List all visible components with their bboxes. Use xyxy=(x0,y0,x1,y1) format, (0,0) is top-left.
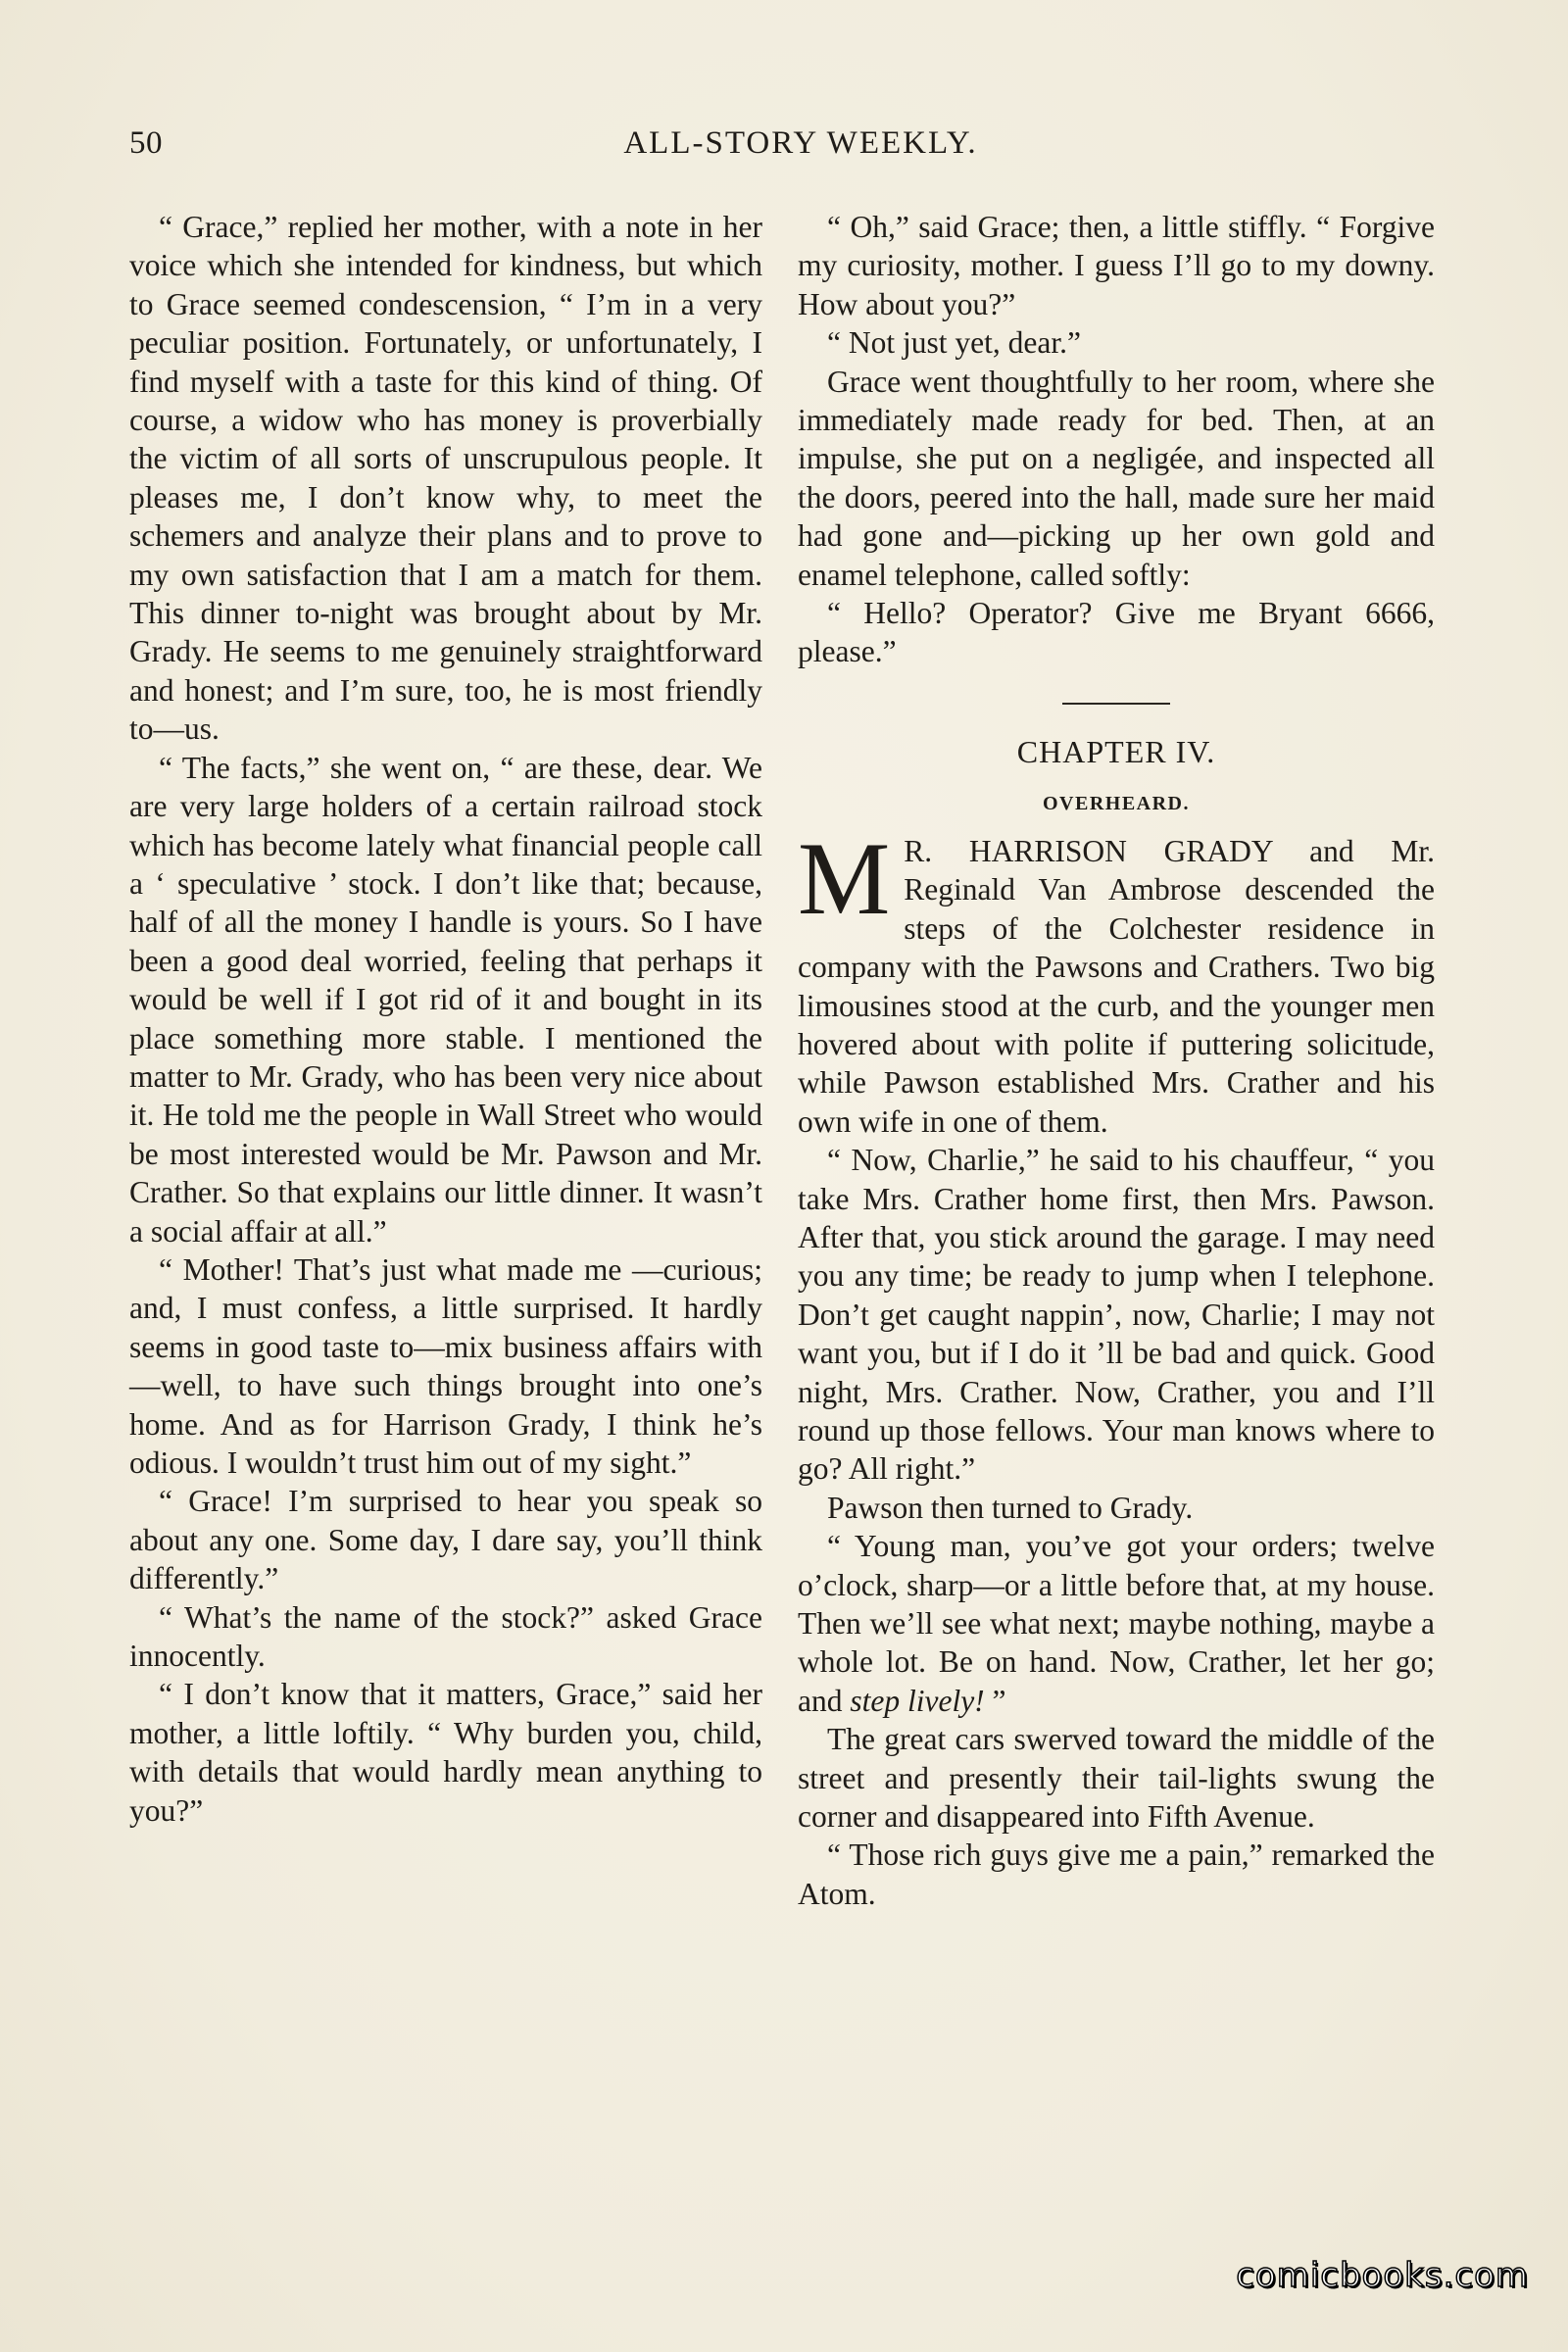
speech-text: “ Young man, you’ve got your orders; twelve o’clock, sharp—or a little before that, at my house. Then we’ll see what next; maybe nothing, maybe a whole lot. Be on hand. Now, Crather, let her go; and xyxy=(798,1529,1435,1718)
paragraph: “ The facts,” she went on, “ are these, dear. We are very large holders of a certain railroad stock which has become lately what financial people call a ‘ speculative ’ stock. I don’t like that; because, half of all the money I handle is yours. So I have been a good deal worried, feeling that perhaps it would be well if I got rid of it and bought in its place something more stable. I mentioned the matter to Mr. Grady, who has been very nice about it. He told me the people in Wall Street who would be most interested would be Mr. Pawson and Mr. Crather. So that explains our little dinner. It wasn’t a social affair at all.” xyxy=(129,750,762,1249)
paragraph: “ Grace,” replied her mother, with a note in her voice which she intended for kindness, but which to Grace seemed condescension, “ I’m in a very peculiar position. Fortunately, or unfortunately, I find myself with a taste for this kind of thing. Of course, a widow who has money is proverbially the victim of all sorts of unscrupulous people. It pleases me, I don’t know why, to meet the schemers and analyze their plans and to prove to my own satisfaction that I am a match for them. This dinner to-night was brought about by Mr. Grady. He seems to me genuinely straightforward and honest; and I’m sure, too, he is most friendly to—us. xyxy=(129,210,762,747)
paragraph: “ Oh,” said Grace; then, a little stiffly. “ Forgive my curiosity, mother. I guess I’ll go to my downy. How about you?” xyxy=(798,210,1435,321)
chapter-opening-text: R. HARRISON GRADY and Mr. Reginald Van Ambrose descended the steps of the Colchester residence in company with the Pawsons and Crathers. Two big limousines stood at the curb, and the younger men hovered about with polite if puttering solicitude, while Pawson established Mrs. Crather and his own wife in one of them. xyxy=(798,833,1435,1139)
page-header xyxy=(129,125,1433,174)
running-head: ALL-STORY WEEKLY. xyxy=(623,125,978,161)
chapter-subtitle: OVERHEARD. xyxy=(1042,792,1190,814)
paragraph: “ What’s the name of the stock?” asked Grace innocently. xyxy=(129,1599,762,1674)
paragraph: “ Grace! I’m surprised to hear you speak so about any one. Some day, I dare say, you’ll think differently.” xyxy=(129,1484,762,1596)
drop-cap: M xyxy=(798,820,891,936)
right-column xyxy=(798,208,1435,1913)
paragraph: “ Those rich guys give me a pain,” remarked the Atom. xyxy=(798,1838,1435,1911)
paragraph: Grace went thoughtfully to her room, where she immediately made ready for bed. Then, at an impulse, she put on a negligée, and inspected all the doors, peered into the hall, made sure her maid had gone and—picking up her own gold and enamel telephone, called softly: xyxy=(798,364,1435,592)
section-divider xyxy=(1062,703,1170,705)
page-number: 50 xyxy=(129,125,163,161)
paragraph: Pawson then turned to Grady. xyxy=(827,1490,1194,1525)
chapter-opening-paragraph xyxy=(798,820,1435,1141)
paragraph: “ Not just yet, dear.” xyxy=(827,325,1081,361)
chapter-title: CHAPTER IV. xyxy=(1016,733,1216,769)
paragraph: The great cars swerved toward the middle of the street and presently their tail-lights swung the corner and disappeared into Fifth Avenue. xyxy=(798,1722,1435,1835)
paragraph: “ Hello? Operator? Give me Bryant 6666, please.” xyxy=(798,596,1435,669)
speech-italic: step lively! xyxy=(850,1683,985,1718)
paragraph: “ I don’t know that it matters, Grace,” said her mother, a little loftily. “ Why burden you, child, with details that would hardly mean anything to you?” xyxy=(129,1677,762,1828)
speech-close: ” xyxy=(984,1683,1006,1718)
paragraph: “ Now, Charlie,” he said to his chauffeur, “ you take Mrs. Crather home first, then Mrs. Pawson. After that, you stick around the garage. I may need you any time; be ready to jump when I telephone. Don’t get caught nappin’, now, Charlie; I may not want you, but if I do it ’ll be bad and quick. Good night, Mrs. Crather. Now, Crather, you and I’ll round up those fellows. Your man knows where to go? All right.” xyxy=(798,1143,1435,1487)
paragraph xyxy=(798,1527,1435,1720)
site-watermark: comicbooks.com xyxy=(1236,2256,1529,2295)
left-column xyxy=(129,208,762,1830)
paragraph: “ Mother! That’s just what made me —curious; and, I must confess, a little surprised. It hardly seems in good taste to—mix business affairs with—well, to have such things brought into one’s home. And as for Harrison Grady, I think he’s odious. I wouldn’t trust him out of my sight.” xyxy=(129,1251,762,1480)
